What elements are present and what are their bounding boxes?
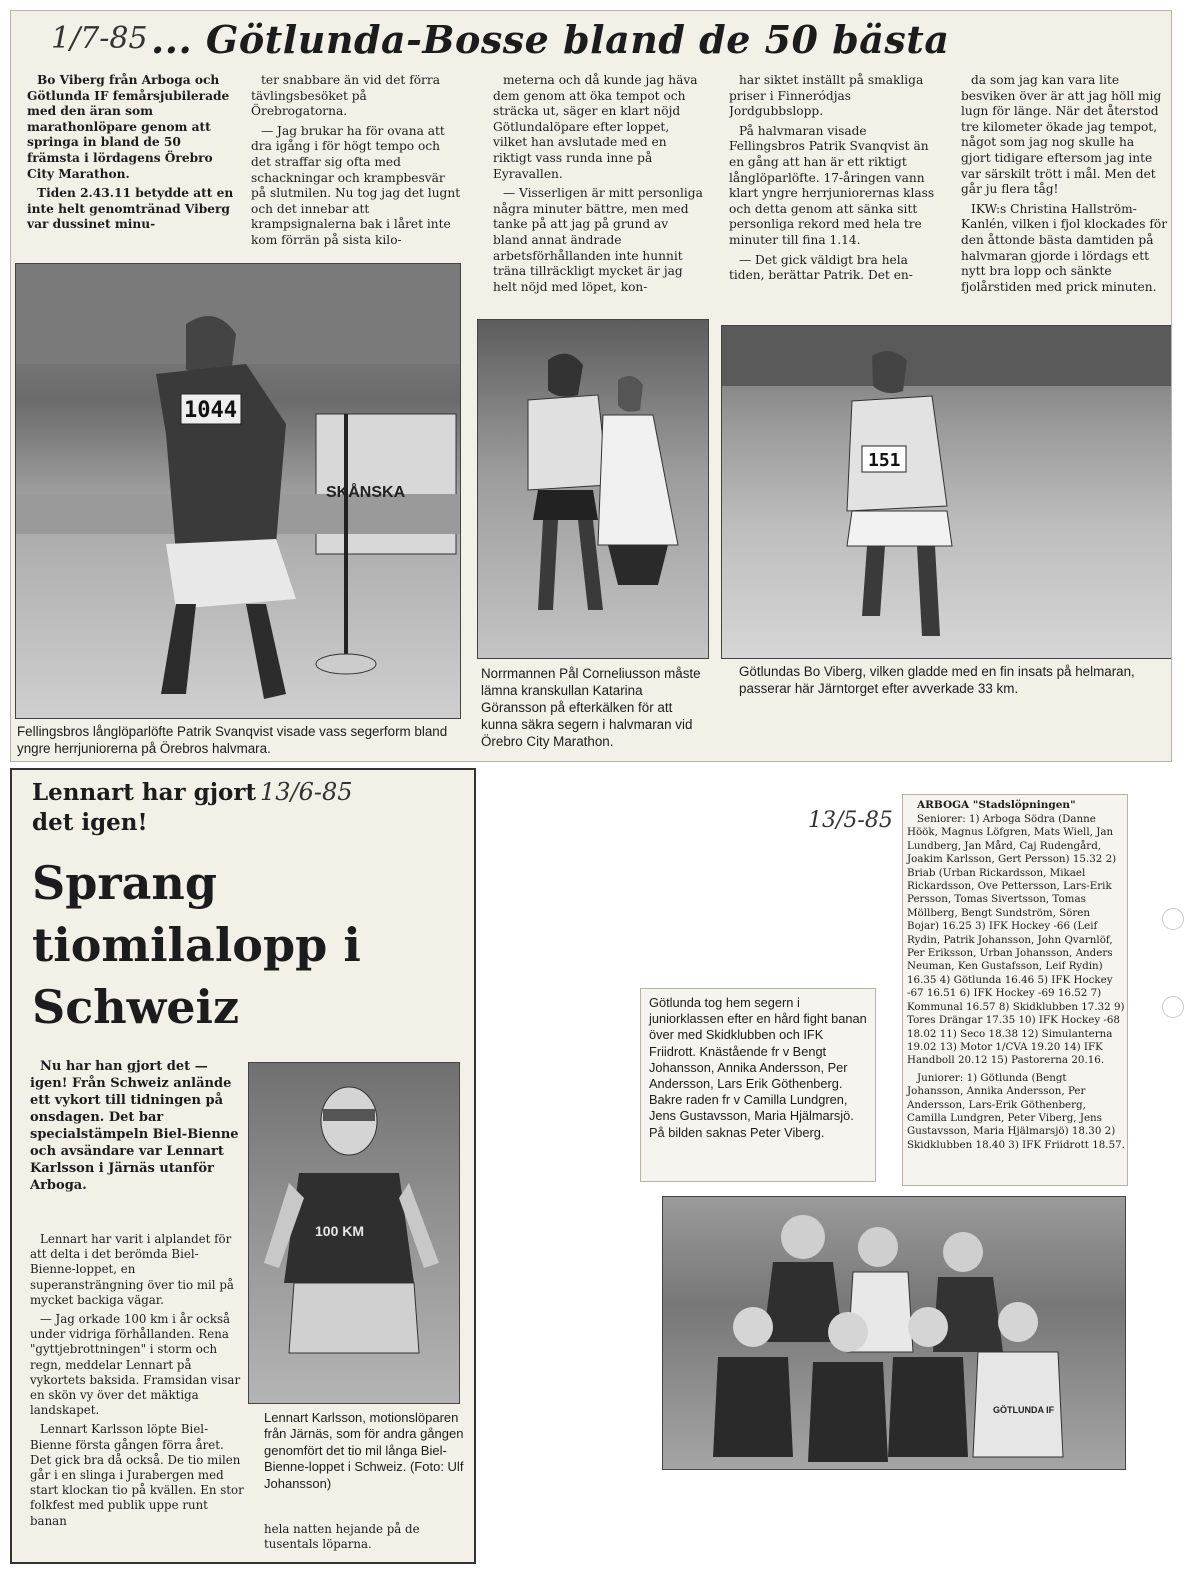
paragraph: — Visserligen är mitt personliga några minuter bättre, men med tanke på att jag på grund av bland annat ändrade arbetsförhållanden inte hunnit träna tillräckligt mycket är jag helt nöjd med löpet, kon- [493, 186, 703, 294]
binder-hole [1162, 908, 1184, 930]
photo-gotlunda-juniors [662, 1196, 1126, 1470]
handwritten-date: 13/6-85 [260, 778, 353, 806]
paragraph: Lennart har varit i alplandet för att delta i det berömda Biel-Bienne-loppet, en superansträngning över tio mil på mycket backiga vägar. [30, 1232, 234, 1307]
paragraph: da som jag kan vara lite besviken över är att jag höll mig lugn för länge. När det återstod tre kilometer ökade jag tempot, något som jag nog skulle ha gjort tidigare eftersom jag inte var särskilt trött i mål. Men det går ju flera tåg! [961, 73, 1162, 197]
paragraph: meterna och då kunde jag häva dem genom att öka tempot och sträcka ut, säger en klart nöjd Götlundalöpare efter loppet, vilket han avslutade med en riktigt vass runda inne på Eyravallen. [493, 73, 698, 181]
article-column-5 [961, 73, 1167, 299]
article-column-1 [27, 73, 237, 237]
paragraph: Lennart Karlsson löpte Biel-Bienne första gången förra året. Det gick bra då också. De tio milen går i en slinga i Jurabergen med start klockan tio på kvällen. En stor folkfest med publik uppe runt banan [30, 1422, 244, 1528]
team-caption-clipping [640, 988, 876, 1182]
photo-caption: Lennart Karlsson, motionslöparen från Järnäs, som för andra gången genomfört det tio mil långa Biel-Bienne-loppet i Schweiz. (Foto: Ulf Johansson) [264, 1410, 464, 1491]
results-clipping [902, 794, 1128, 1186]
results-title: ARBOGA "Stadslöpningen" [917, 799, 1076, 811]
article-body [30, 1232, 244, 1533]
bib-number: 1044 [184, 398, 237, 423]
photo-runner-corneliusson [477, 319, 709, 659]
headline: ... Götlunda-Bosse bland de 50 bästa [151, 17, 950, 62]
lead-paragraph [30, 1058, 244, 1198]
paragraph: Nu har han gjort det — igen! Från Schweiz anlände ett vykort till tidningen på onsdagen. Det bar specialstämpeln Biel-Bienne och avsändare var Lennart Karlsson i Järnäs utanför Arboga. [30, 1059, 239, 1193]
paragraph: hela natten hejande på de tusentals löparna. [264, 1522, 420, 1551]
team-illustration [663, 1197, 1126, 1470]
photo-caption: Fellingsbros långlöparlöfte Patrik Svanqvist visade vass segerform bland yngre herrjuniorerna på Örebros halvmara. [17, 724, 448, 756]
photo-caption: Götlundas Bo Viberg, vilken gladde med en fin insats på helmaran, passerar här Järntorget efter avverkade 33 km. [739, 664, 1135, 696]
sponsor-sign: SKÅNSKA [326, 484, 406, 501]
paragraph: ter snabbare än vid det förra tävlingsbesöket på Örebrogatorna. [251, 73, 440, 119]
paragraph: — Jag brukar ha för ovana att dra igång i för högt tempo och det straffar sig ofta med schackningar och krampbesvär på slutmilen. Nu tog jag det lugnt och det innebar att krampsignalerna bak i låret inte kom förrän på sista kilo- [251, 123, 461, 247]
headline: Sprang tiomilalopp i Schweiz [32, 856, 361, 1034]
article-tail [264, 1522, 464, 1556]
photo-runner-svanqvist [15, 263, 461, 719]
shirt-text: 100 KM [315, 1223, 365, 1239]
paragraph: Seniorer: 1) Arboga Södra (Danne Höök, Magnus Löfgren, Mats Wiell, Jan Lundberg, Jan Mård, Caj Rudengård, Joakim Karlsson, Gert Persson) 15.32 2) Briab (Urban Rickardsson, Mikael Rickardsson, Ove Pettersson, Lars-Erik Persson, Tomas Sivertsson, Tomas Möllberg, Bengt Sundström, Sören Bojar) 16.25 3) IFK Hockey -66 (Leif Rydin, Patrik Johansson, John Qvarnlöf, Per Eriksson, Urban Johansson, Anders Neuman, Ken Gustafsson, Leif Rydin) 16.35 4) Götlunda 16.46 5) IFK Hockey -67 16.51 6) IFK Hockey -69 16.52 7) Kommunal 16.57 8) Skidklubben 17.32 9) Tores Drängar 17.35 10) IFK Hockey -68 18.02 11) Seco 18.38 12) Simulanterna 19.02 13) Motor 1/CVA 19.20 14) IFK Handboll 20.12 15) Pastorerna 20.16. [907, 813, 1125, 1067]
bib-number: 151 [868, 450, 901, 471]
binder-hole [1162, 996, 1184, 1018]
article-column-4 [729, 73, 939, 317]
article-clipping-gotlunda-bosse [10, 10, 1172, 762]
photo-lennart-karlsson [248, 1062, 460, 1404]
paragraph: — Jag orkade 100 km i år också under vidriga förhållanden. Rena "gyttjebrottningen" i storm och regn, meddelar Lennart på vykortets baksida. Framsidan visar en skön vy över det mäktiga landskapet. [30, 1312, 241, 1418]
article-column-2 [251, 73, 463, 253]
paragraph: Juniorer: 1) Götlunda (Bengt Johansson, Annika Andersson, Per Andersson, Lars-Erik Göthenberg, Camilla Lundgren, Peter Viberg, Jens Gustavsson, Maria Hjälmarsjö) 18.30 2) Skidklubben 18.40 3) IFK Friidrott 18.57. [907, 1071, 1125, 1151]
paragraph: har siktet inställt på smakliga priser i Finneródjas Jordgubbslopp. [729, 73, 924, 119]
article-clipping-lennart [10, 768, 476, 1564]
paragraph: — Det gick väldigt bra hela tiden, berättar Patrik. Det en- [729, 252, 913, 283]
photo-runner-viberg [721, 325, 1172, 659]
runner-illustration [722, 326, 1172, 659]
photo-caption: Norrmannen Pål Corneliusson måste lämna kranskullan Katarina Göransson på efterkälken för att kunna säkra segern i halvmaran vid Örebro City Marathon. [481, 666, 701, 749]
paragraph: Tiden 2.43.11 betydde att en inte helt genomtränad Viberg var dussinet minu- [27, 186, 234, 232]
paragraph: Bo Viberg från Arboga och Götlunda IF femårsjubilerade med den äran som marathonlöpare genom att springa in bland de 50 främsta i lördagens Örebro City Marathon. [27, 73, 230, 181]
article-column-3 [493, 73, 703, 317]
handwritten-date: 1/7-85 [51, 21, 148, 56]
kicker: Lennart har gjort det igen! [32, 779, 257, 836]
paragraph: IKW:s Christina Hallström-Kanlén, vilken i fjol klockades för den åttonde bästa damtiden på halvmaran gjorde i lördags ett nytt bra lopp och sänkte fjolårstiden med prick minuten. [961, 201, 1168, 294]
shirt-text: GÖTLUNDA IF [993, 1405, 1055, 1415]
results-seniors [907, 813, 1125, 1156]
photo-caption: Götlunda tog hem segern i juniorklassen efter en hård fight banan över med Skidklubben och IFK Friidrott. Knästående fr v Bengt Johansson, Annika Andersson, Per Andersson, Lars Erik Göthenberg. Bakre raden fr v Camilla Lundgren, Jens Gustavsson, Maria Hjälmarsjö. På bilden saknas Peter Viberg. [649, 995, 867, 1140]
paragraph: På halvmaran visade Fellingsbros Patrik Svanqvist än en gång att han är ett riktigt långlöparlöfte. 17-åringen vann klart yngre herrjuniorernas klass och detta genom att sänka sitt personliga rekord med hela tre minuter till fina 1.14. [729, 123, 935, 247]
runners-illustration [478, 320, 709, 659]
handwritten-date: 13/5-85 [808, 808, 893, 833]
